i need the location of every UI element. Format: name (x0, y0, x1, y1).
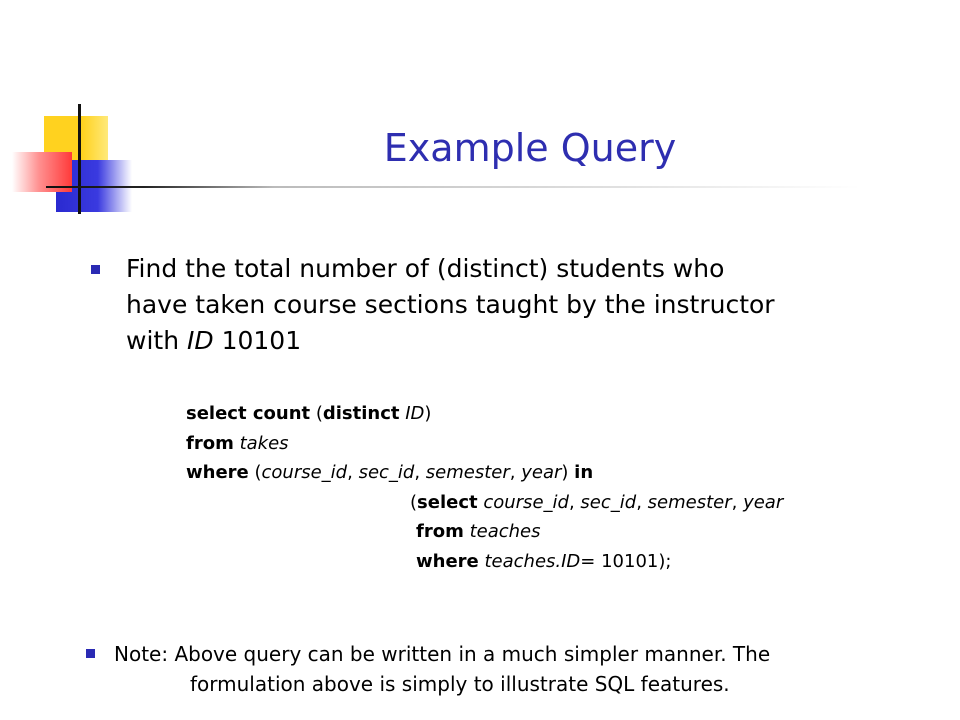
bullet-line: Find the total number of (distinct) students who (126, 254, 725, 283)
sql-identifier: course_id (483, 491, 569, 513)
note-line: Note: Above query can be written in a much simpler manner. The (114, 642, 771, 666)
sql-keyword: where (416, 550, 479, 572)
note-line: formulation above is simply to illustrate SQL features. (190, 672, 730, 696)
bullet-text-fragment: with (126, 326, 187, 355)
sql-text: ( (310, 403, 323, 424)
sql-line (186, 517, 886, 547)
slide-title: Example Query (383, 126, 677, 170)
sql-text: ) (424, 403, 432, 424)
sql-text: , (568, 491, 581, 513)
sql-text: ) (561, 462, 575, 483)
bullet-line (126, 323, 866, 359)
sql-keyword: where (186, 462, 249, 483)
sql-line (186, 399, 886, 429)
sql-identifier: teaches.ID (484, 550, 581, 572)
sql-keyword: in (574, 462, 594, 483)
bullet-text-fragment: 10101 (213, 326, 302, 355)
sql-keyword: select count (186, 403, 311, 424)
sql-identifier: ID (405, 403, 425, 424)
title-underline (46, 186, 860, 188)
sql-code-block (186, 399, 886, 576)
sql-identifier: takes (239, 432, 289, 454)
bullet-italic-id: ID (187, 326, 214, 355)
bullet-line: have taken course sections taught by the instructor (126, 290, 775, 319)
note-text (114, 639, 834, 699)
sql-text: , (636, 491, 648, 513)
sql-text: ( (410, 491, 418, 513)
sql-text: ( (248, 462, 262, 483)
sql-identifier: course_id (261, 462, 348, 483)
logo-vertical-line (78, 104, 81, 214)
square-bullet-icon (91, 265, 100, 274)
sql-identifier: year (743, 491, 784, 513)
sql-identifier: teaches (469, 521, 541, 542)
square-bullet-icon (86, 649, 95, 658)
sql-keyword: from (416, 521, 464, 542)
sql-line (186, 429, 886, 459)
sql-identifier: sec_id (580, 491, 637, 513)
sql-identifier: sec_id (358, 462, 415, 483)
sql-identifier: semester (647, 491, 732, 513)
sql-keyword: select (417, 491, 478, 513)
sql-keyword: distinct (322, 403, 400, 424)
bullet-text (126, 251, 866, 359)
sql-keyword: from (186, 432, 234, 454)
sql-line (186, 458, 886, 488)
sql-line (186, 547, 886, 577)
sql-identifier: year (521, 462, 562, 483)
sql-identifier: semester (425, 462, 510, 483)
sql-text: = 10101); (580, 550, 672, 572)
sql-text: , (347, 462, 359, 483)
sql-text: , (509, 462, 522, 483)
sql-line (186, 488, 886, 518)
sql-text: , (414, 462, 426, 483)
sql-text: , (731, 491, 744, 513)
